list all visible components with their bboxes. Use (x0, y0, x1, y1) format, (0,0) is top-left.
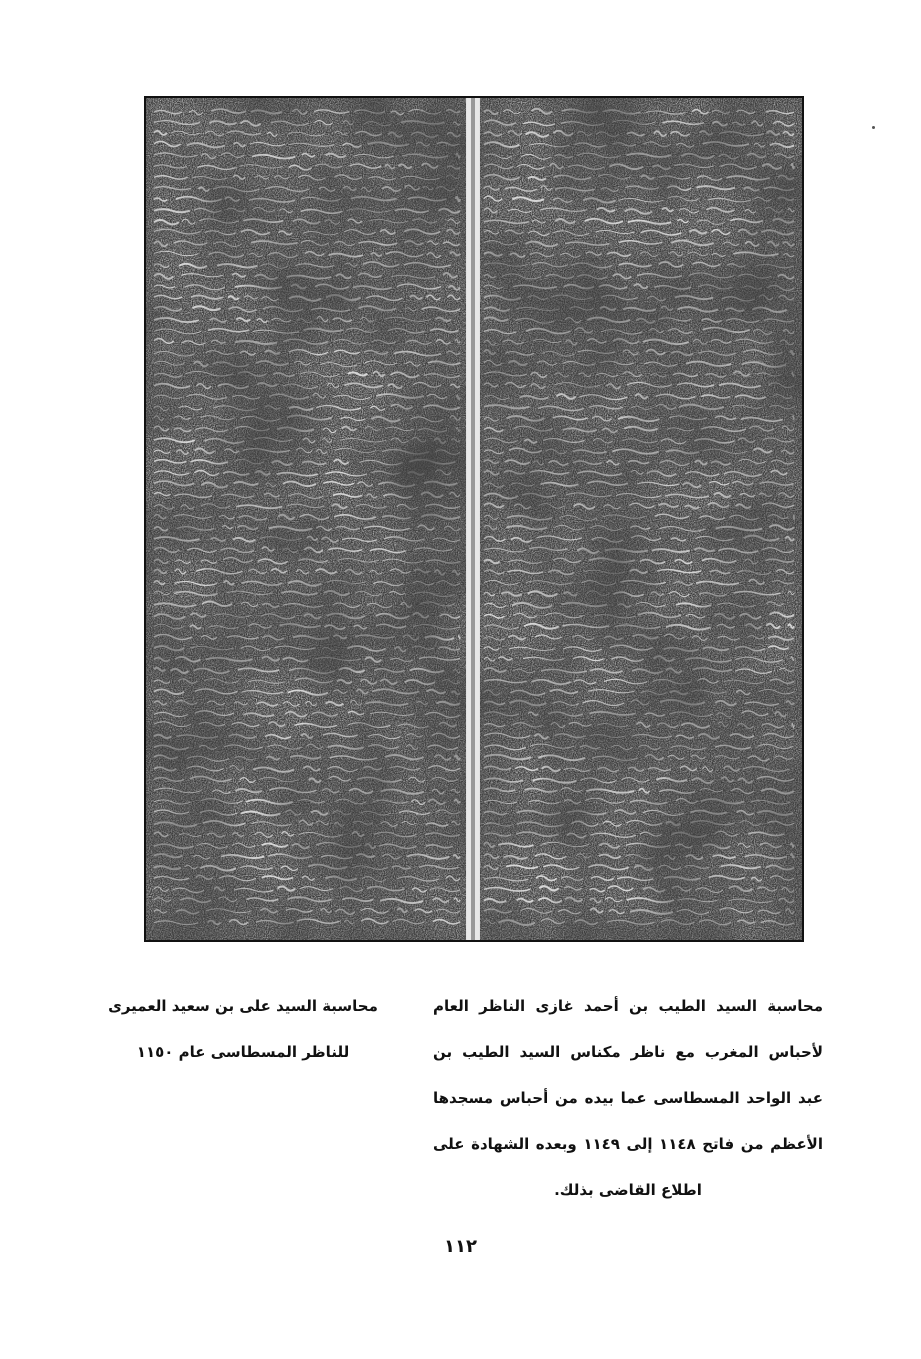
caption-right-line: عبد الواحد المسطاسى عما بيده من أحباس مسجدها (433, 1089, 823, 1107)
caption-right-line: لأحباس المغرب مع ناظر مكناس السيد الطيب بن (433, 1043, 823, 1061)
caption-left-line: محاسبة السيد على بن سعيد العميرى (108, 997, 378, 1015)
caption-right (433, 983, 823, 1213)
caption-left (93, 983, 393, 1075)
caption-right-line: الأعظم من فاتح ١١٤٨ إلى ١١٤٩ وبعده الشهادة على (433, 1135, 823, 1153)
page-number: ١١٢ (444, 1236, 477, 1257)
caption-right-line: محاسبة السيد الطيب بن أحمد غازى الناظر العام (433, 997, 823, 1015)
manuscript-page-icon (146, 98, 802, 940)
manuscript-image (144, 96, 804, 942)
caption-left-line: للناظر المسطاسى عام ١١٥٠ (136, 1043, 350, 1061)
caption-right-line: اطلاع القاضى بذلك. (554, 1181, 702, 1199)
speck (872, 126, 875, 129)
